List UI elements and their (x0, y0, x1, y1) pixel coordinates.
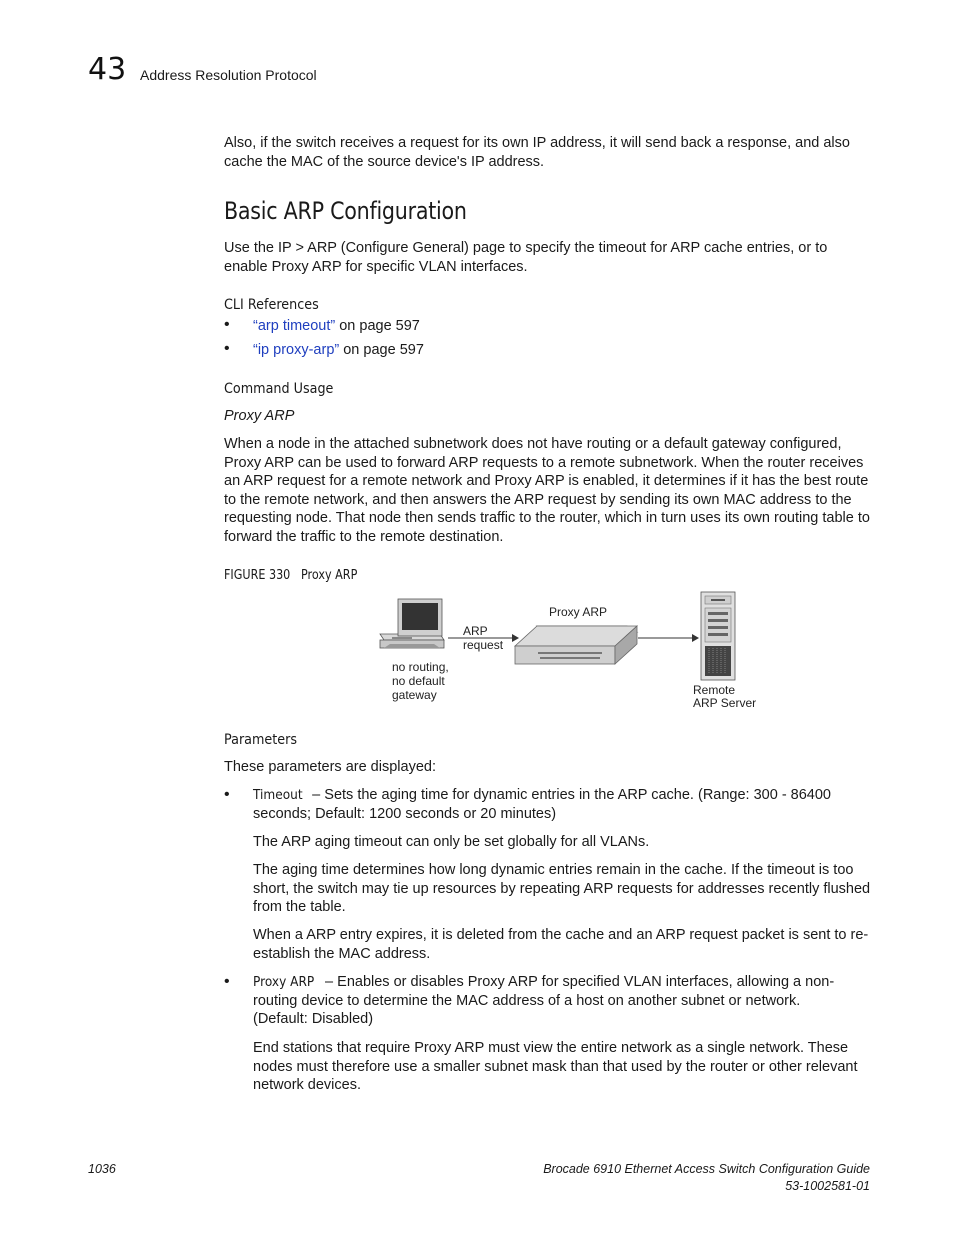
figure-number: FIGURE 330 (224, 568, 291, 583)
parameter-term: Timeout (253, 787, 303, 803)
parameter-timeout (253, 786, 873, 823)
bullet-icon: • (224, 316, 230, 333)
computer-icon (380, 599, 444, 648)
proxy-arp-diagram (370, 588, 770, 713)
bullet-icon: • (224, 786, 230, 803)
cli-reference-link-arp-timeout[interactable]: “arp timeout” (253, 318, 336, 334)
cli-reference-link-ip-proxy-arp[interactable]: “ip proxy-arp” (253, 342, 340, 358)
parameter-note: End stations that require Proxy ARP must view the entire network as a single network. These nodes must therefore use a smaller subnet mask than that used by the router or other relevant network devices. (253, 1040, 858, 1094)
arrow-head-icon (692, 634, 699, 642)
figure-title: Proxy ARP (300, 568, 358, 583)
footer-doc-number: 53-1002581-01 (785, 1179, 870, 1193)
switch-label: Proxy ARP (549, 605, 608, 619)
bullet-icon: • (224, 973, 230, 990)
command-usage-paragraph: When a node in the attached subnetwork does not have routing or a default gateway configured, Proxy ARP can be used to forward ARP requests to a remote subnetwork. When the router receives an ARP request for a remote network and Proxy ARP is enabled, it determines if it has the best route to the remote network, and then answers the ARP request by sending its own MAC address to the requesting node. That node then sends traffic to the router, which in turn uses its own routing table to forward the traffic to the remote destination. (224, 436, 870, 545)
parameter-note: When a ARP entry expires, it is deleted from the cache and an ARP request packet is sent to re-establish the MAC address. (253, 927, 869, 962)
arrow-head-icon (512, 634, 519, 642)
pc-label-line1: no routing, (392, 660, 449, 674)
arrow-label-line2: request (463, 638, 504, 652)
command-usage-heading: Command Usage (224, 381, 334, 397)
parameters-heading: Parameters (224, 732, 298, 748)
chapter-title: Address Resolution Protocol (140, 67, 317, 83)
intro-paragraph: Also, if the switch receives a request for its own IP address, it will send back a response, and also cache the MAC of the source device's IP address. (224, 135, 850, 170)
cli-reference-item (253, 317, 420, 336)
pc-label-line2: no default (392, 674, 445, 688)
server-label-line1: Remote (693, 683, 736, 697)
cli-reference-suffix: on page 597 (335, 318, 420, 334)
switch-icon (515, 626, 637, 664)
section-description: Use the IP > ARP (Configure General) page to specify the timeout for ARP cache entries, or to enable Proxy ARP for specific VLAN interfaces. (224, 240, 828, 275)
parameter-description: – Enables or disables Proxy ARP for specified VLAN interfaces, allowing a non-routing device to determine the MAC address of a host on another subnet or network. (Default: Disabled) (253, 974, 835, 1028)
parameter-proxy-arp (253, 973, 853, 1029)
cli-reference-item (253, 341, 424, 360)
parameter-note: The ARP aging timeout can only be set globally for all VLANs. (253, 834, 650, 850)
server-label-line2: ARP Server (693, 696, 757, 710)
command-usage-subheading: Proxy ARP (224, 408, 295, 424)
cli-reference-suffix: on page 597 (339, 342, 424, 358)
bullet-icon: • (224, 340, 230, 357)
footer-doc-title: Brocade 6910 Ethernet Access Switch Configuration Guide (543, 1162, 870, 1176)
server-icon (701, 592, 735, 680)
parameter-note: The aging time determines how long dynamic entries remain in the cache. If the timeout is too short, the switch may tie up resources by repeating ARP requests for addresses recently flushed from the table. (253, 862, 871, 916)
section-title: Basic ARP Configuration (224, 197, 467, 225)
chapter-number: 43 (88, 52, 127, 87)
arrow-label-line1: ARP (463, 624, 488, 638)
pc-label-line3: gateway (392, 688, 437, 702)
parameter-term: Proxy ARP (253, 974, 315, 990)
cli-references-heading: CLI References (224, 297, 319, 313)
page-number: 1036 (88, 1162, 116, 1176)
parameter-description: – Sets the aging time for dynamic entries in the ARP cache. (Range: 300 - 86400 seconds; Default: 1200 seconds or 20 minutes) (253, 787, 831, 822)
figure-caption (224, 568, 357, 584)
parameters-intro: These parameters are displayed: (224, 759, 436, 775)
